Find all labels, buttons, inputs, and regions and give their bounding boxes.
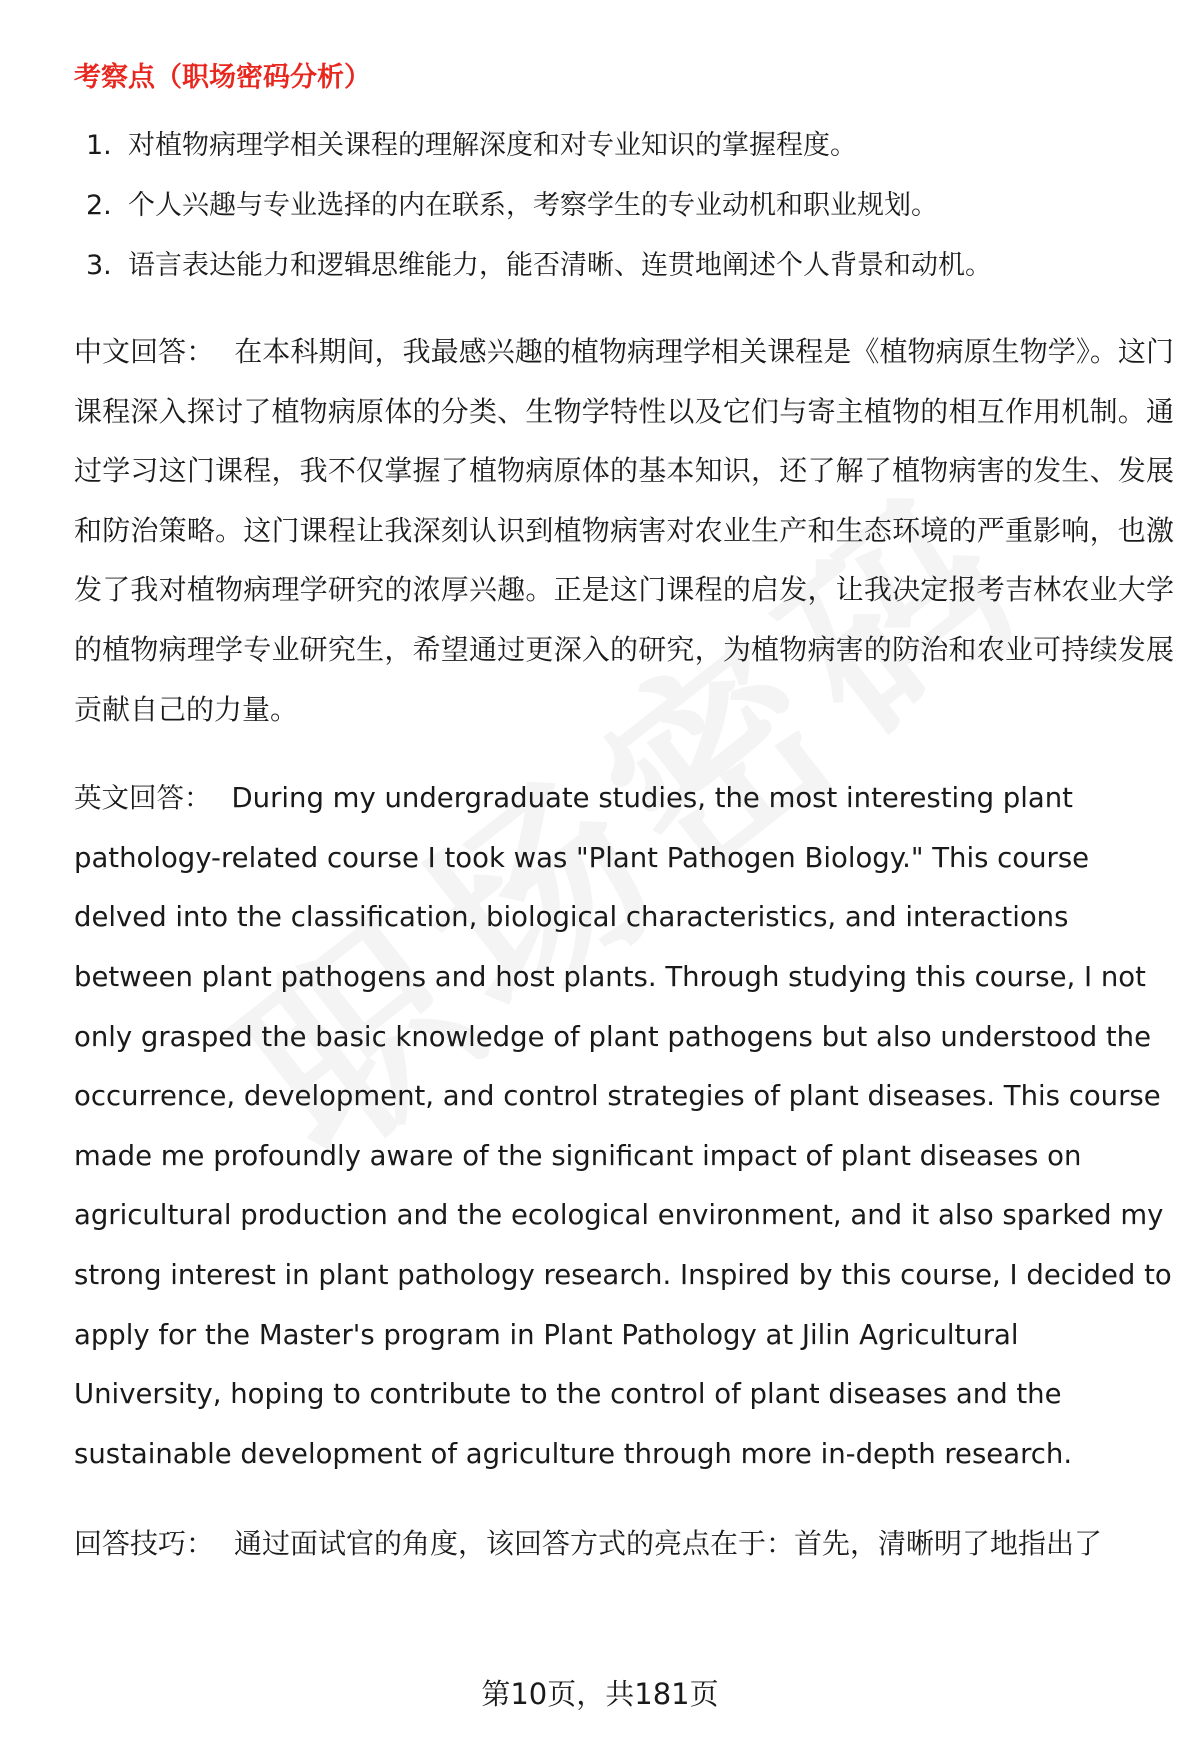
list-item-text: 语言表达能力和逻辑思维能力，能否清晰、连贯地阐述个人背景和动机。 (128, 250, 992, 281)
page-number: 第10页，共181页 (481, 1677, 719, 1711)
page-content (74, 58, 1174, 1574)
chinese-answer-label: 中文回答： (74, 335, 215, 368)
list-item-number: 1. (86, 130, 112, 161)
list-item (86, 176, 1174, 236)
list-item-number: 3. (86, 250, 112, 281)
list-item-text: 个人兴趣与专业选择的内在联系，考察学生的专业动机和职业规划。 (128, 190, 938, 221)
list-item (86, 116, 1174, 176)
chinese-answer-text: 在本科期间，我最感兴趣的植物病理学相关课程是《植物病原生物学》。这门课程深入探讨了植物病原体的分类、生物学特性以及它们与寄主植物的相互作用机制。通过学习这门课程，我不仅掌握了植物病原体的基本知识，还了解了植物病害的发生、发展和防治策略。这门课程让我深刻认识到植物病害对农业生产和生态环境的严重影响，也激发了我对植物病理学研究的浓厚兴趣。正是这门课程的启发，让我决定报考吉林农业大学的植物病理学专业研究生，希望通过更深入的研究，为植物病害的防治和农业可持续发展贡献自己的力量。 (74, 335, 1174, 726)
list-item (86, 236, 1174, 296)
chinese-answer (74, 322, 1174, 739)
list-item-text: 对植物病理学相关课程的理解深度和对专业知识的掌握程度。 (128, 130, 857, 161)
answer-tips-label: 回答技巧： (74, 1527, 215, 1561)
assessment-points-list (74, 116, 1174, 296)
answer-tips (74, 1514, 1174, 1574)
english-answer-text: During my undergraduate studies, the most interesting plant pathology-related course I took was "Plant Pathogen Biology." This course delved into the classification, biological characteristics, and interactions between plant pathogens and host plants. Through studying this course, I not only grasped the basic knowledge of plant pathogens but also understood the occurrence, development, and control strategies of plant diseases. This course made me profoundly aware of the significant impact of plant diseases on agricultural production and the ecological environment, and it also sparked my strong interest in plant pathology research. Inspired by this course, I decided to apply for the Master's program in Plant Pathology at Jilin Agricultural University, hoping to contribute to the control of plant diseases and the sustainable development of agriculture through more in-depth research. (74, 782, 1172, 1470)
answer-tips-text: 通过面试官的角度，该回答方式的亮点在于：首先，清晰明了地指出了 (234, 1527, 1103, 1561)
list-item-number: 2. (86, 190, 112, 221)
section-title: 考察点（职场密码分析） (74, 62, 371, 93)
english-answer (74, 769, 1174, 1484)
english-answer-label: 英文回答： (74, 782, 212, 815)
